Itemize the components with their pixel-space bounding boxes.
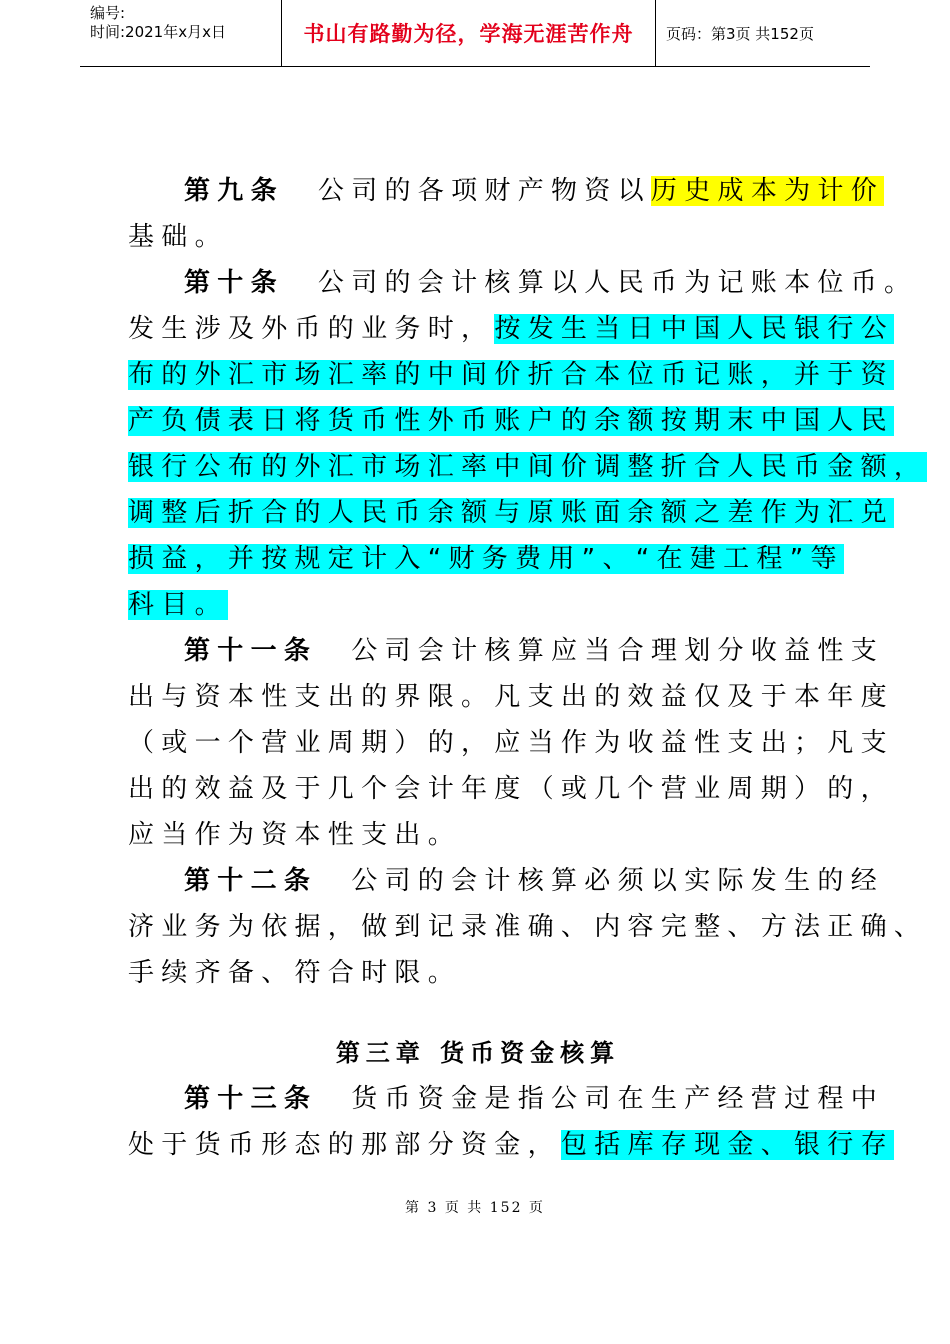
chapter-heading: 第三章 货币资金核算: [335, 1038, 621, 1067]
highlight-yellow: 历史成本为计价: [650, 176, 885, 206]
highlight-cyan: 损益，并按规定计入“财务费用”、“在建工程”等: [128, 544, 844, 574]
article-10: [128, 260, 918, 306]
article-text: 公司的会计核算以人民币为记账本位币。: [317, 268, 918, 298]
article-11-line: （或一个营业周期）的，应当作为收益性支出；凡支: [128, 728, 894, 758]
article-13: [128, 1076, 885, 1122]
article-10-line: [128, 306, 894, 352]
article-9-tail: 基础。: [128, 222, 228, 252]
article-10-line: [128, 398, 894, 444]
article-text: 处于货币形态的那部分资金，: [128, 1130, 561, 1160]
article-11-line: 应当作为资本性支出。: [128, 820, 462, 850]
highlight-cyan: 按发生当日中国人民银行公: [494, 314, 894, 344]
page-footer: 第 3 页 共 152 页: [405, 1200, 545, 1216]
article-title: 第十条: [184, 268, 284, 298]
header-meta: [80, 0, 282, 66]
article-9: [128, 168, 885, 214]
article-11-line: 出与资本性支出的界限。凡支出的效益仅及于本年度: [128, 682, 894, 712]
article-12: [128, 858, 885, 904]
highlight-cyan: 科目。: [128, 590, 228, 620]
document-body: [128, 168, 928, 1168]
article-text: 公司会计核算应当合理划分收益性支: [351, 636, 885, 666]
highlight-cyan: 调整后折合的人民币余额与原账面余额之差作为汇兑: [128, 498, 894, 528]
article-title: 第十一条: [184, 636, 318, 666]
article-text: 发生涉及外币的业务时，: [128, 314, 495, 344]
header-motto: 书山有路勤为径，学海无涯苦作舟: [282, 0, 656, 66]
article-text: 公司的会计核算必须以实际发生的经: [351, 866, 885, 896]
article-10-line: [128, 352, 894, 398]
article-title: 第十三条: [184, 1084, 318, 1114]
article-10-line: [128, 490, 894, 536]
article-10-line: [128, 444, 928, 490]
article-title: 第十二条: [184, 866, 318, 896]
article-12-line: 手续齐备、符合时限。: [128, 958, 462, 988]
article-text: 货币资金是指公司在生产经营过程中: [351, 1084, 885, 1114]
article-11-line: 出的效益及于几个会计年度（或几个营业周期）的，: [128, 774, 894, 804]
article-13-line: [128, 1122, 894, 1168]
number-label: 编号:: [90, 4, 126, 22]
highlight-cyan: 产负债表日将货币性外币账户的余额按期末中国人民: [128, 406, 894, 436]
article-10-line: [128, 582, 828, 628]
highlight-cyan: 包括库存现金、银行存: [560, 1130, 894, 1160]
article-10-line: [128, 536, 844, 582]
highlight-cyan: 布的外汇市场汇率的中间价折合本位币记账，并于资: [128, 360, 894, 390]
header-page-info: 页码：第3页 共152页: [666, 24, 814, 43]
time-label: 时间:2021年x月x日: [90, 23, 226, 41]
article-11: [128, 628, 885, 674]
article-text: 公司的各项财产物资以: [317, 176, 651, 206]
article-12-line: 济业务为依据，做到记录准确、内容完整、方法正确、: [128, 912, 928, 942]
highlight-cyan: 银行公布的外汇市场汇率中间价调整折合人民币金额，: [128, 452, 928, 482]
article-title: 第九条: [184, 176, 284, 206]
page-header: [80, 0, 870, 67]
